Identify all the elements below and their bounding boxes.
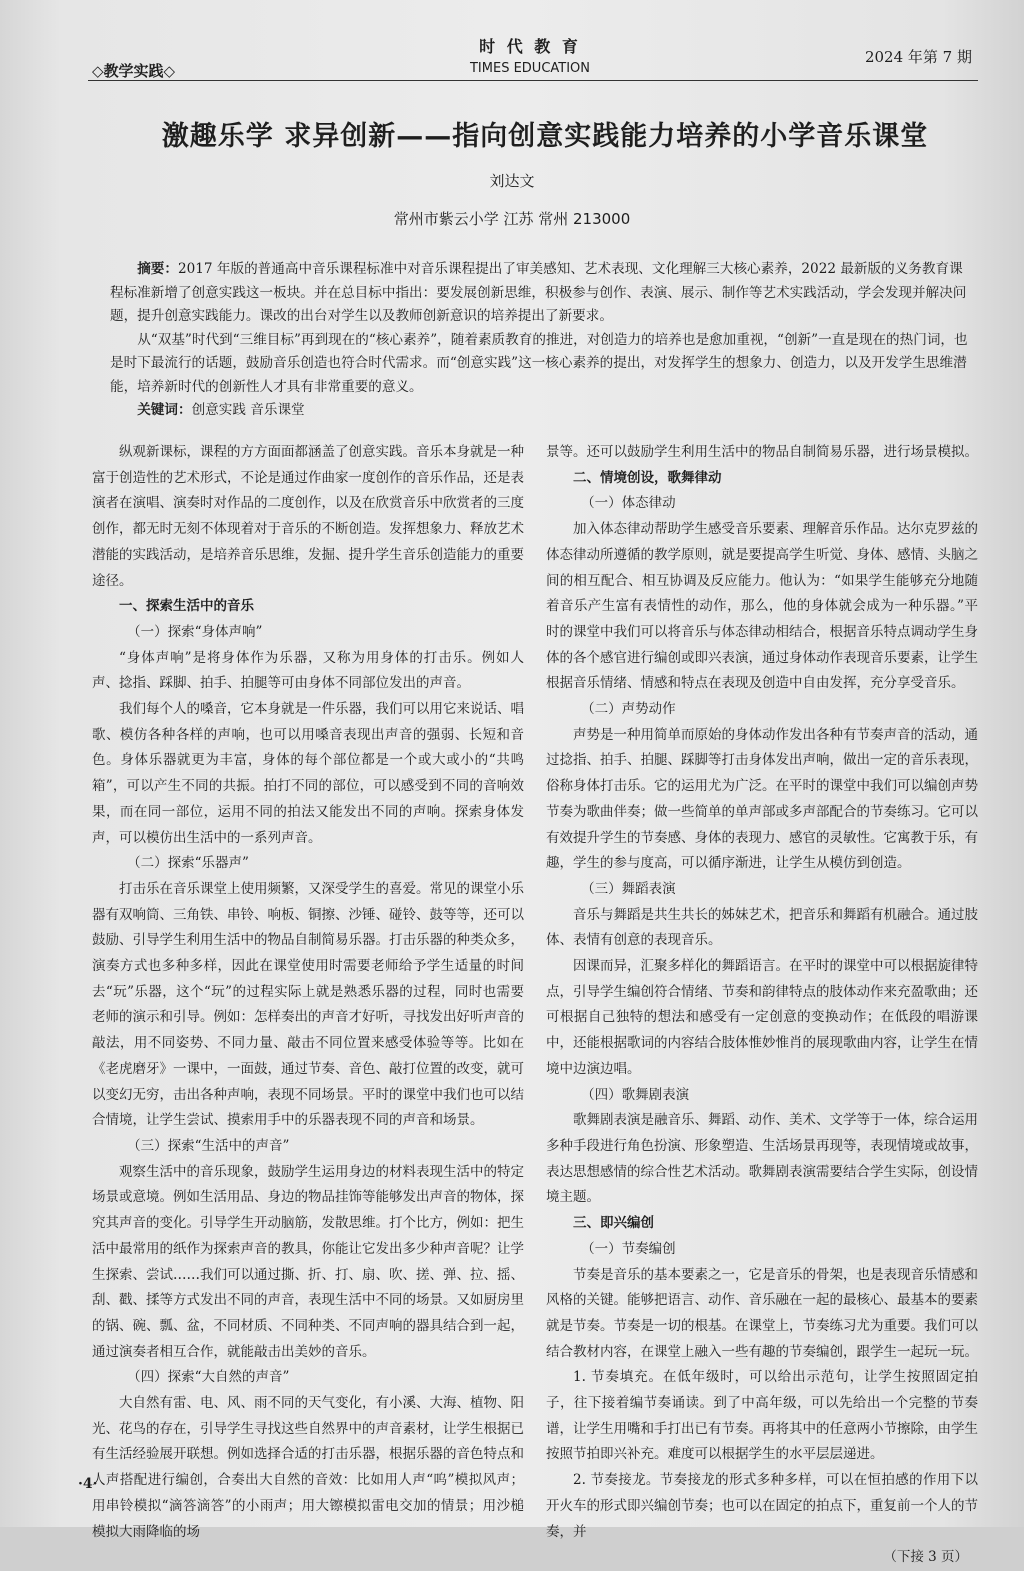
left-column [92,440,524,1545]
article-title: 激趣乐学 求异创新——指向创意实践能力培养的小学音乐课堂 [161,121,929,152]
subheading-2-1: （一）体态律动 [581,495,676,512]
paragraph: 声势是一种用简单而原始的身体动作发出各种有节奏声音的活动，通过捻指、拍手、拍腿、踩脚等打击身体发出声响，做出一定的音乐表现，俗称身体打击乐。它的运用尤为广泛。在平时的课堂中我们可以编创声势节奏为歌曲伴奏；做一些简单的单声部或多声部配合的节奏练习。它可以有效提升学生的节奏感、身体的表现力、感官的灵敏性。它寓教于乐，有趣，学生的参与度高，可以循序渐进，让学生从模仿到创造。 [546,726,978,872]
journal-masthead [430,34,630,76]
keywords-line [110,399,975,423]
abstract-block [110,258,975,423]
heading-section-2: 二、情境创设，歌舞律动 [573,469,722,486]
subheading-1-2: （二）探索“乐器声” [127,855,249,872]
subheading-2-3: （三）舞蹈表演 [581,880,676,897]
abstract-text-1: 2017 年版的普通高中音乐课程标准中对音乐课程提出了审美感知、艺术表现、文化理解三大核心素养，2022 最新版的义务教育课程标准新增了创意实践这一板块。并在总目标中指出：要发展创新思维，积极参与创作、表演、展示、制作等艺术实践活动，学会发现并解决问题，提升创意实践能力。课改的出台对学生以及教师创新意识的培养提出了新要求。 [110,261,967,324]
paragraph: 节奏是音乐的基本要素之一，它是音乐的骨架，也是表现音乐情感和风格的关键。能够把语言、动作、音乐融在一起的最核心、最基本的要素就是节奏。节奏是一切的根基。在课堂上，节奏练习尤为重要。我们可以结合教材内容，在课堂上融入一些有趣的节奏编创，跟学生一起玩一玩。 [546,1266,978,1360]
keywords-text: 创意实践 音乐课堂 [191,402,305,418]
author-name: 刘达文 [489,172,535,190]
paragraph: 大自然有雷、电、风、雨不同的天气变化，有小溪、大海、植物、阳光、花鸟的存在，引导学生寻找这些自然界中的声音素材，让学生根据已有生活经验展开联想。例如选择合适的打击乐器，根据乐器的音色特点和人声搭配进行编创，合奏出大自然的音效：比如用人声“呜”模拟风声；用串铃模拟“滴答滴答”的小雨声；用大镲模拟雷电交加的情景；用沙槌模拟大雨降临的场 [92,1395,524,1540]
paragraph: 因课而异，汇聚多样化的舞蹈语言。在平时的课堂中可以根据旋律特点，引导学生编创符合情绪、节奏和韵律特点的肢体动作来充盈歌曲；还可根据自己独特的想法和感受有一定创意的变换动作；在低段的唱游课中，还能根据歌词的内容结合肢体惟妙惟肖的展现歌曲内容，让学生在情境中边演边唱。 [546,958,978,1077]
abstract-paragraph-2: 从“双基”时代到“三维目标”再到现在的“核心素养”，随着素质教育的推进，对创造力的培养也是愈加重视，“创新”一直是现在的热门词，也是时下最流行的话题，鼓励音乐创造也符合时代需求。而“创意实践”这一核心素养的提出，对发挥学生的想象力、创造力，以及开发学生思维潜能，培养新时代的创新性人才具有非常重要的意义。 [110,331,968,395]
abstract-label: 摘要： [137,261,178,277]
paragraph: 歌舞剧表演是融音乐、舞蹈、动作、美术、文学等于一体，综合运用多种手段进行角色扮演、形象塑造、生活场景再现等，表现情境或故事，表达思想感情的综合性艺术活动。歌舞剧表演需要结合学生实际，创设情境主题。 [546,1112,978,1206]
paragraph: 我们每个人的嗓音，它本身就是一件乐器，我们可以用它来说话、唱歌、模仿各种各样的声响，也可以用嗓音表现出声音的强弱、长短和音色。身体乐器就更为丰富，身体的每个部位都是一个或大或小的“共鸣箱”，可以产生不同的共振。拍打不同的部位，可以感受到不同的音响效果，而在同一部位，运用不同的拍法又能发出不同的声响。探索身体发声，可以模仿出生活中的一系列声音。 [92,701,524,846]
subheading-2-2: （二）声势动作 [581,701,676,718]
section-label: ◇教学实践◇ [92,62,176,80]
abstract-paragraph-1 [110,258,975,329]
continued-paragraph: 景等。还可以鼓励学生利用生活中的物品自制简易乐器，进行场景模拟。 [546,444,978,460]
journal-title-en: TIMES EDUCATION [469,61,591,76]
subheading-2-4: （四）歌舞剧表演 [581,1086,690,1103]
paragraph: 音乐与舞蹈是共生共长的姊妹艺术，把音乐和舞蹈有机融合。通过肢体、表情有创意的表现音乐。 [546,906,978,949]
right-column [546,440,978,1571]
page-number: ·4· [78,1476,98,1492]
header-rule [88,80,978,81]
keywords-label: 关键词： [137,402,192,418]
journal-title-cn: 时 代 教 育 [479,37,581,56]
paragraph: 1. 节奏填充。在低年级时，可以给出示范句，让学生按照固定拍子，往下接着编节奏诵读。到了中高年级，可以先给出一个完整的节奏谱，让学生用嘴和手打出已有节奏。再将其中的任意两小节擦除，由学生按照节拍即兴补充。难度可以根据学生的水平层层递进。 [546,1369,978,1463]
paragraph: 打击乐在音乐课堂上使用频繁，又深受学生的喜爱。常见的课堂小乐器有双响筒、三角铁、串铃、响板、铜擦、沙锤、碰铃、鼓等等，还可以鼓励、引导学生利用生活中的物品自制简易乐器。打击乐器的种类众多，演奏方式也多种多样，因此在课堂使用时需要老师给予学生适量的时间去“玩”乐器，这个“玩”的过程实际上就是熟悉乐器的过程，同时也需要老师的演示和引导。例如：怎样奏出的声音才好听，寻找发出好听声音的敲法，用不同姿势、不同力量、敲击不同位置来感受体验等等。比如在《老虎磨牙》一课中，一面鼓，通过节奏、音色、敲打位置的改变，就可以变幻无穷，击出各种声响，表现不同场景。平时的课堂中我们也可以结合情境，让学生尝试、摸索用手中的乐器表现不同的声音和场景。 [92,880,524,1129]
heading-section-1: 一、探索生活中的音乐 [119,598,254,615]
paragraph: 加入体态律动帮助学生感受音乐要素、理解音乐作品。达尔克罗兹的体态律动所遵循的教学原则，就是要提高学生听觉、身体、感情、头脑之间的相互配合、相互协调及反应能力。他认为：“如果学生能够充分地随着音乐产生富有表情性的动作，那么，他的身体就会成为一种乐器。”平时的课堂中我们可以将音乐与体态律动相结合，根据音乐特点调动学生身体的各个感官进行编创或即兴表演，通过身体动作表现音乐要素，让学生根据音乐情绪、情感和特点在表现及创造中自由发挥，充分享受音乐。 [546,521,978,692]
issue-label: 2024 年第 7 期 [864,48,972,66]
paragraph: “身体声响”是将身体作为乐器，又称为用身体的打击乐。例如人声、捻指、踩脚、拍手、拍腿等可由身体不同部位发出的声音。 [92,649,524,692]
author-affiliation: 常州市紫云小学 江苏 常州 213000 [393,210,631,228]
continued-note: （下接 3 页） [883,1549,968,1566]
paragraph: 观察生活中的音乐现象，鼓励学生运用身边的材料表现生活中的特定场景或意境。例如生活用品、身边的物品挂饰等能够发出声音的物体，探究其声音的变化。引导学生开动脑筋，发散思维。打个比方，例如：把生活中最常用的纸作为探索声音的教具，你能让它发出多少种声音呢？让学生探索、尝试……我们可以通过撕、折、打、扇、吹、搓、弹、拉、摇、刮、戳、揉等方式发出不同的声音，表现生活中不同的场景。又如厨房里的锅、碗、瓢、盆，不同材质、不同种类、不同声响的器具结合到一起，通过演奏者相互合作，就能敲击出美妙的音乐。 [92,1163,524,1360]
intro-paragraph: 纵观新课标，课程的方方面面都涵盖了创意实践。音乐本身就是一种富于创造性的艺术形式，不论是通过作曲家一度创作的音乐作品，还是表演者在演唱、演奏时对作品的二度创作，以及在欣赏音乐中欣赏者的三度创作，都无时无刻不体现着对于音乐的不断创造。发挥想象力、释放艺术潜能的实践活动，是培养音乐思维，发掘、提升学生音乐创造能力的重要途径。 [92,444,524,589]
paragraph: 2. 节奏接龙。节奏接龙的形式多种多样，可以在恒拍感的作用下以开火车的形式即兴编创节奏；也可以在固定的拍点下，重复前一个人的节奏，并 [546,1472,978,1540]
heading-section-3: 三、即兴编创 [573,1215,654,1232]
subheading-1-3: （三）探索“生活中的声音” [127,1137,290,1154]
subheading-3-1: （一）节奏编创 [581,1240,676,1257]
subheading-1-1: （一）探索“身体声响” [127,623,263,640]
subheading-1-4: （四）探索“大自然的声音” [127,1369,290,1386]
